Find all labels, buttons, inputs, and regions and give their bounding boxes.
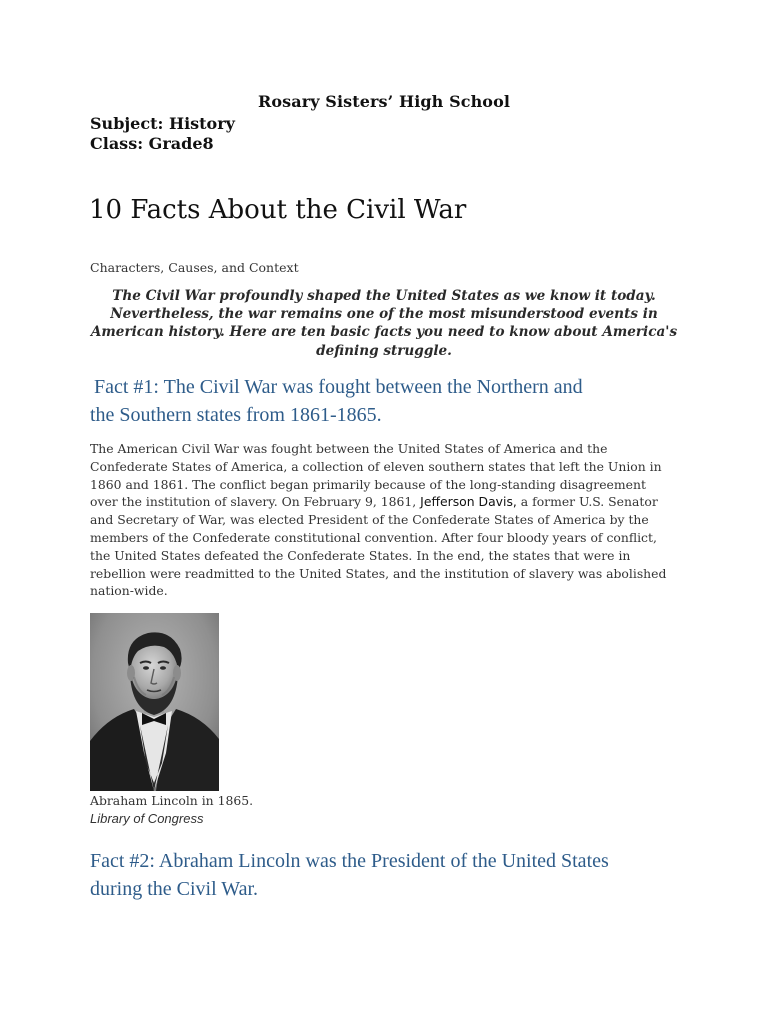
fact-1-paragraph [90, 440, 675, 600]
fact-1-heading-line-1: Fact #1: The Civil War was fought between the Northern and [94, 376, 583, 398]
intro-paragraph: The Civil War profoundly shaped the United States as we know it today. Nevertheless, the war remains one of the most misunderstood events in American history. Here are ten basic facts you need to know about America's defining struggle. [90, 288, 678, 359]
subject-line: Subject: History [90, 114, 235, 133]
fact-2-heading [90, 847, 690, 903]
class-line: Class: Grade8 [90, 134, 214, 153]
fact-1-heading [90, 373, 690, 429]
portrait-illustration [90, 613, 219, 791]
fact-2-heading-line-2: during the Civil War. [90, 878, 259, 900]
document-title: 10 Facts About the Civil War [89, 195, 467, 225]
lincoln-portrait-photo [90, 613, 219, 791]
jefferson-davis-name: Jefferson Davis, [420, 494, 517, 510]
figure-credit: Library of Congress [90, 811, 204, 826]
fact-1-heading-line-2: the Southern states from 1861-1865. [90, 404, 382, 426]
document-subtitle: Characters, Causes, and Context [90, 260, 299, 275]
school-name: Rosary Sisters’ High School [257, 92, 511, 111]
figure-caption: Abraham Lincoln in 1865. [90, 793, 254, 808]
fact-1-text-part-2: a former U.S. Senator and Secretary of War, was elected President of the Confederate States of America by the members of the Confederate constitutional convention. After four bloody years of conflict, the United States defeated the Confederate States. In the end, the states that were in rebellion were readmitted to the United States, and the institution of slavery was abolished nation-wide. [90, 494, 667, 599]
fact-2-heading-line-1: Fact #2: Abraham Lincoln was the President of the United States [90, 850, 609, 872]
fact-1-text-part-1: The American Civil War was fought between the United States of America and the Confederate States of America, a collection of eleven southern states that left the Union in 1860 and 1861. The conflict began primarily because of the long-standing disagreement over the institution of slavery. On February 9, 1861, [90, 441, 662, 510]
